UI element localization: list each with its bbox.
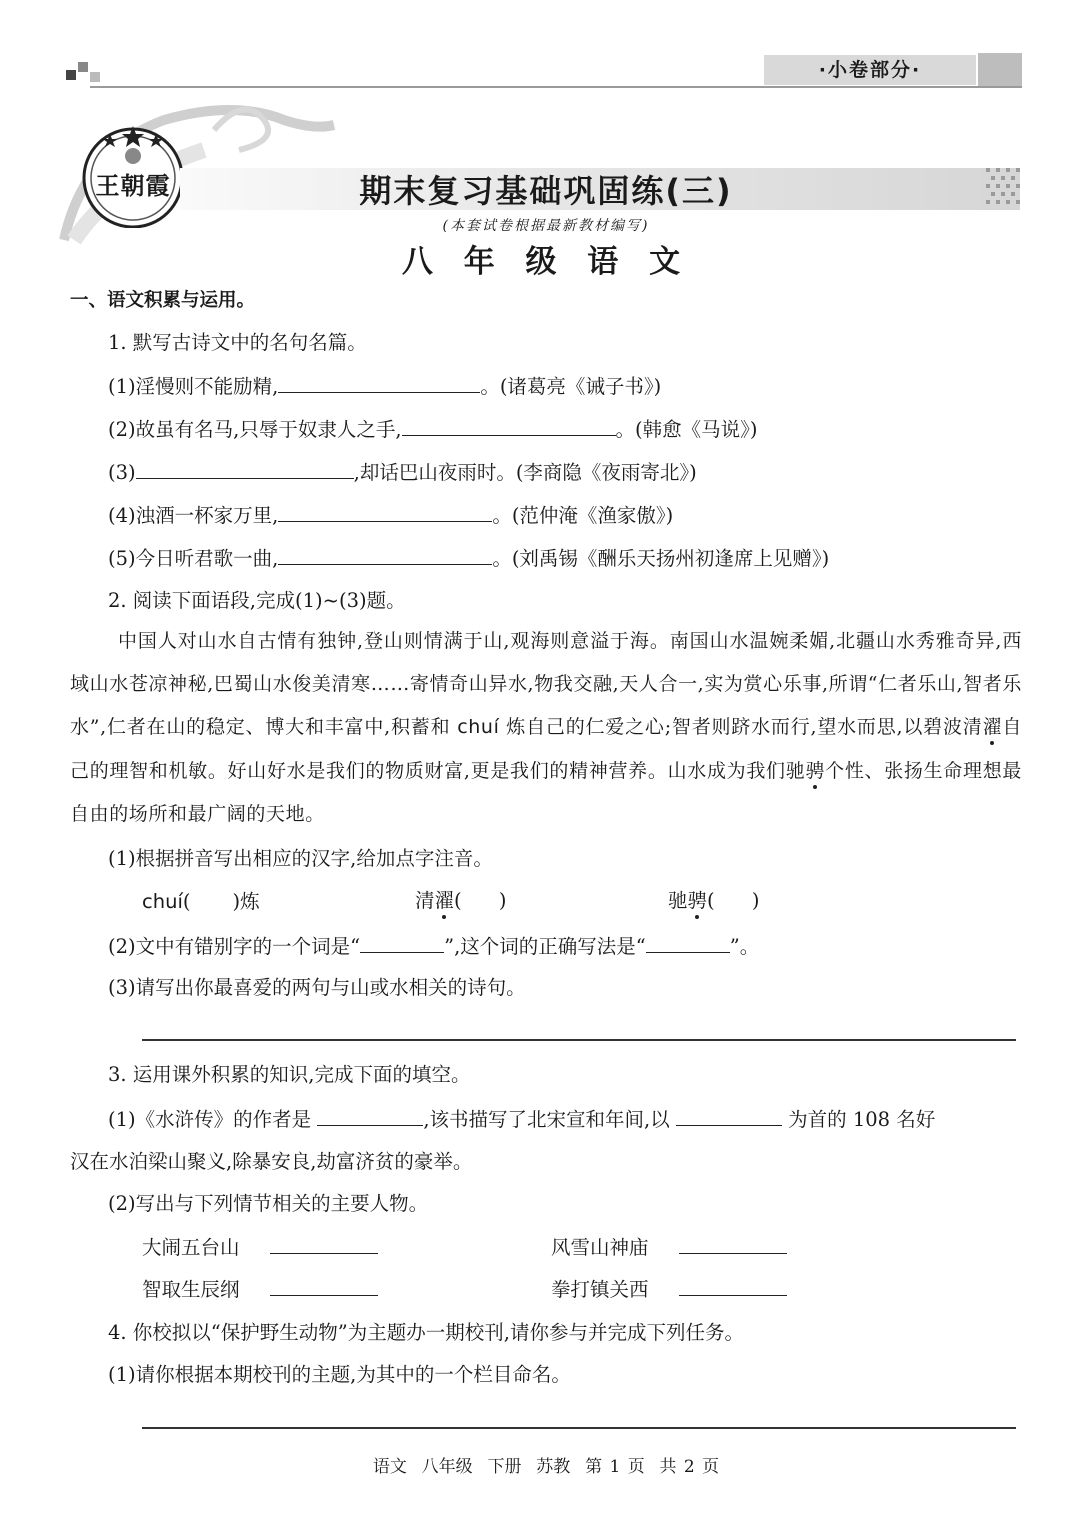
answer-blank[interactable]: [676, 1105, 782, 1126]
page-title: 期末复习基础巩固练(三): [359, 172, 733, 210]
tag-accent-block: [978, 53, 1022, 87]
answer-blank[interactable]: [278, 372, 480, 393]
q1-item-5: (5)今日听君歌一曲, 。(刘禹锡《酬乐天扬州初逢席上见赠》): [108, 544, 829, 572]
q3-sub-1-cont: 汉在水泊梁山聚义,除暴安良,劫富济贫的豪举。: [70, 1150, 473, 1173]
question-2-stem: 2. 阅读下面语段,完成(1)~(3)题。: [108, 589, 406, 612]
answer-blank[interactable]: [270, 1275, 378, 1296]
answer-blank[interactable]: [278, 544, 492, 565]
plot-item: 大闹五台山: [142, 1233, 378, 1261]
q2-sub-2: (2)文中有错别字的一个词是“ ”,这个词的正确写法是“ ”。: [108, 932, 759, 960]
answer-blank[interactable]: ( ): [454, 889, 507, 912]
answer-blank[interactable]: ( ): [707, 889, 760, 912]
q2-sub-1-stem: (1)根据拼音写出相应的汉字,给加点字注音。: [108, 847, 493, 870]
section-tag: ·小卷部分·: [764, 55, 976, 85]
page-subtitle: (本套试卷根据最新教材编写): [442, 218, 650, 234]
logo-text: 王朝霞: [95, 171, 171, 200]
answer-blank[interactable]: [402, 415, 616, 436]
question-4-stem: 4. 你校拟以“保护野生动物”为主题办一期校刊,请你参与并完成下列任务。: [108, 1321, 744, 1344]
q2-sub-3-stem: (3)请写出你最喜爱的两句与山或水相关的诗句。: [108, 976, 526, 999]
answer-blank[interactable]: [190, 888, 232, 908]
answer-blank[interactable]: [136, 458, 354, 479]
answer-blank[interactable]: [317, 1105, 423, 1126]
q2-sub-1-item-b: 清濯( ): [415, 889, 507, 912]
q3-sub-2-stem: (2)写出与下列情节相关的主要人物。: [108, 1192, 429, 1215]
dotted-char: 骋: [805, 759, 826, 782]
reading-passage: 中国人对山水自古情有独钟,登山则情满于山,观海则意溢于海。南国山水温婉柔媚,北疆山水秀雅奇异,西域山水苍凉神秘,巴蜀山水俊美清寒……寄情奇山异水,物我交融,天人合一,实为赏心乐事,所谓“仁者乐山,智者乐水”,仁者在山的稳定、博大和丰富中,积蓄和 chuí 炼自己的仁爱之心;智者则跻水而行,望水而思,以碧波清濯自己的理智和机敏。好山好水是我们的物质财富,更是我们的精神营养。山水成为我们驰骋个性、张扬生命理想最自由的场所和最广阔的天地。: [70, 630, 1022, 825]
answer-line[interactable]: [142, 1039, 1016, 1041]
header-rule: [90, 86, 1022, 88]
question-3-stem: 3. 运用课外积累的知识,完成下面的填空。: [108, 1063, 471, 1086]
corner-squares-decoration: [66, 62, 106, 84]
section-heading: 一、语文积累与运用。: [70, 290, 256, 311]
q1-item-1: (1)淫慢则不能励精, 。(诸葛亮《诫子书》): [108, 372, 661, 400]
answer-blank[interactable]: [360, 932, 444, 953]
answer-blank[interactable]: [679, 1275, 787, 1296]
answer-line[interactable]: [142, 1427, 1016, 1429]
page-footer: 语文 八年级 下册 苏教 第 1 页 共 2 页: [372, 1457, 720, 1477]
answer-blank[interactable]: [646, 932, 730, 953]
answer-blank[interactable]: [679, 1233, 787, 1254]
plot-item: 拳打镇关西: [551, 1275, 787, 1303]
question-1-stem: 1. 默写古诗文中的名句名篇。: [108, 331, 367, 354]
plot-item: 智取生辰纲: [142, 1275, 378, 1303]
q2-sub-1-item-c: 驰骋( ): [668, 889, 760, 912]
dotted-char: 濯: [982, 716, 1003, 739]
q1-item-2: (2)故虽有名马,只辱于奴隶人之手, 。(韩愈《马说》): [108, 415, 758, 443]
q3-sub-1: (1)《水浒传》的作者是 ,该书描写了北宋宣和年间,以 为首的 108 名好: [108, 1105, 935, 1133]
q2-sub-1-item-a: chuí( )炼: [142, 890, 260, 913]
plot-item: 风雪山神庙: [551, 1233, 787, 1261]
q4-sub-1-stem: (1)请你根据本期校刊的主题,为其中的一个栏目命名。: [108, 1363, 571, 1386]
grade-subject: 八 年 级 语 文: [401, 244, 691, 280]
answer-blank[interactable]: [270, 1233, 378, 1254]
answer-blank[interactable]: [278, 501, 492, 522]
q1-item-3: (3) ,却话巴山夜雨时。(李商隐《夜雨寄北》): [108, 458, 697, 486]
q1-item-4: (4)浊酒一杯家万里, 。(范仲淹《渔家傲》): [108, 501, 673, 529]
